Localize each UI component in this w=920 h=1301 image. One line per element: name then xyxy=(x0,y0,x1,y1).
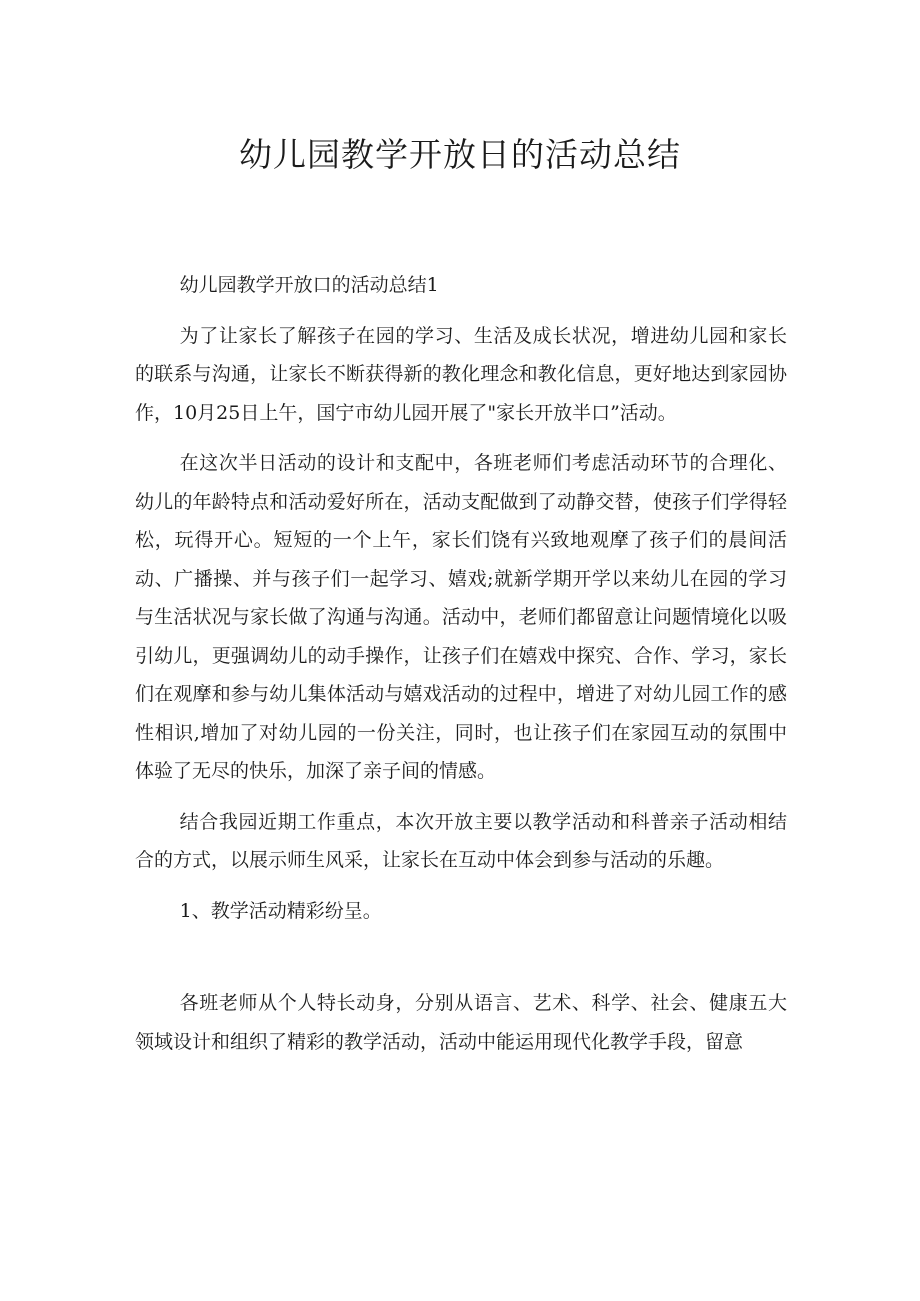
document-body xyxy=(135,266,787,1073)
paragraph-teacher-activities: 各班老师从个人特长动身，分别从语言、艺术、科学、社会、健康五大领域设计和组织了精彩的教学活动，活动中能运用现代化教学手段，留意 xyxy=(135,992,787,1053)
section-heading: 幼儿园教学开放口的活动总结1 xyxy=(179,274,439,296)
paragraph-open-day-focus: 结合我园近期工作重点，本次开放主要以教学活动和科普亲子活动相结合的方式，以展示师生风采，让家长在互动中体会到参与活动的乐趣。 xyxy=(135,810,787,871)
paragraph-intro: 为了让家长了解孩子在园的学习、生活及成长状况，增进幼儿园和家长的联系与沟通，让家长不断获得新的教化理念和教化信息，更好地达到家园协作，10月25日上午，国宁市幼儿园开展了"家长开放半口”活动。 xyxy=(135,324,787,424)
paragraph-activity-design: 在这次半日活动的设计和支配中，各班老师们考虑活动环节的合理化、幼儿的年龄特点和活动爱好所在，活动支配做到了动静交替，使孩子们学得轻松，玩得开心。短短的一个上午，家长们饶有兴致地观摩了孩子们的晨间活动、广播操、并与孩子们一起学习、嬉戏;就新学期开学以来幼儿在园的学习与生活状况与家长做了沟通与沟通。活动中，老师们都留意让问题情境化以吸引幼儿，更强调幼儿的动手操作，让孩子们在嬉戏中探究、合作、学习，家长们在观摩和参与幼儿集体活动与嬉戏活动的过程中，增进了对幼儿园工作的感性相识,增加了对幼儿园的一份关注，同时，也让孩子们在家园互动的氛围中体验了无尽的快乐，加深了亲子间的情感。 xyxy=(135,452,787,782)
document-title: 幼儿园教学开放日的活动总结 xyxy=(239,135,681,174)
list-item-teaching-activities: 1、教学活动精彩纷呈。 xyxy=(179,899,382,922)
